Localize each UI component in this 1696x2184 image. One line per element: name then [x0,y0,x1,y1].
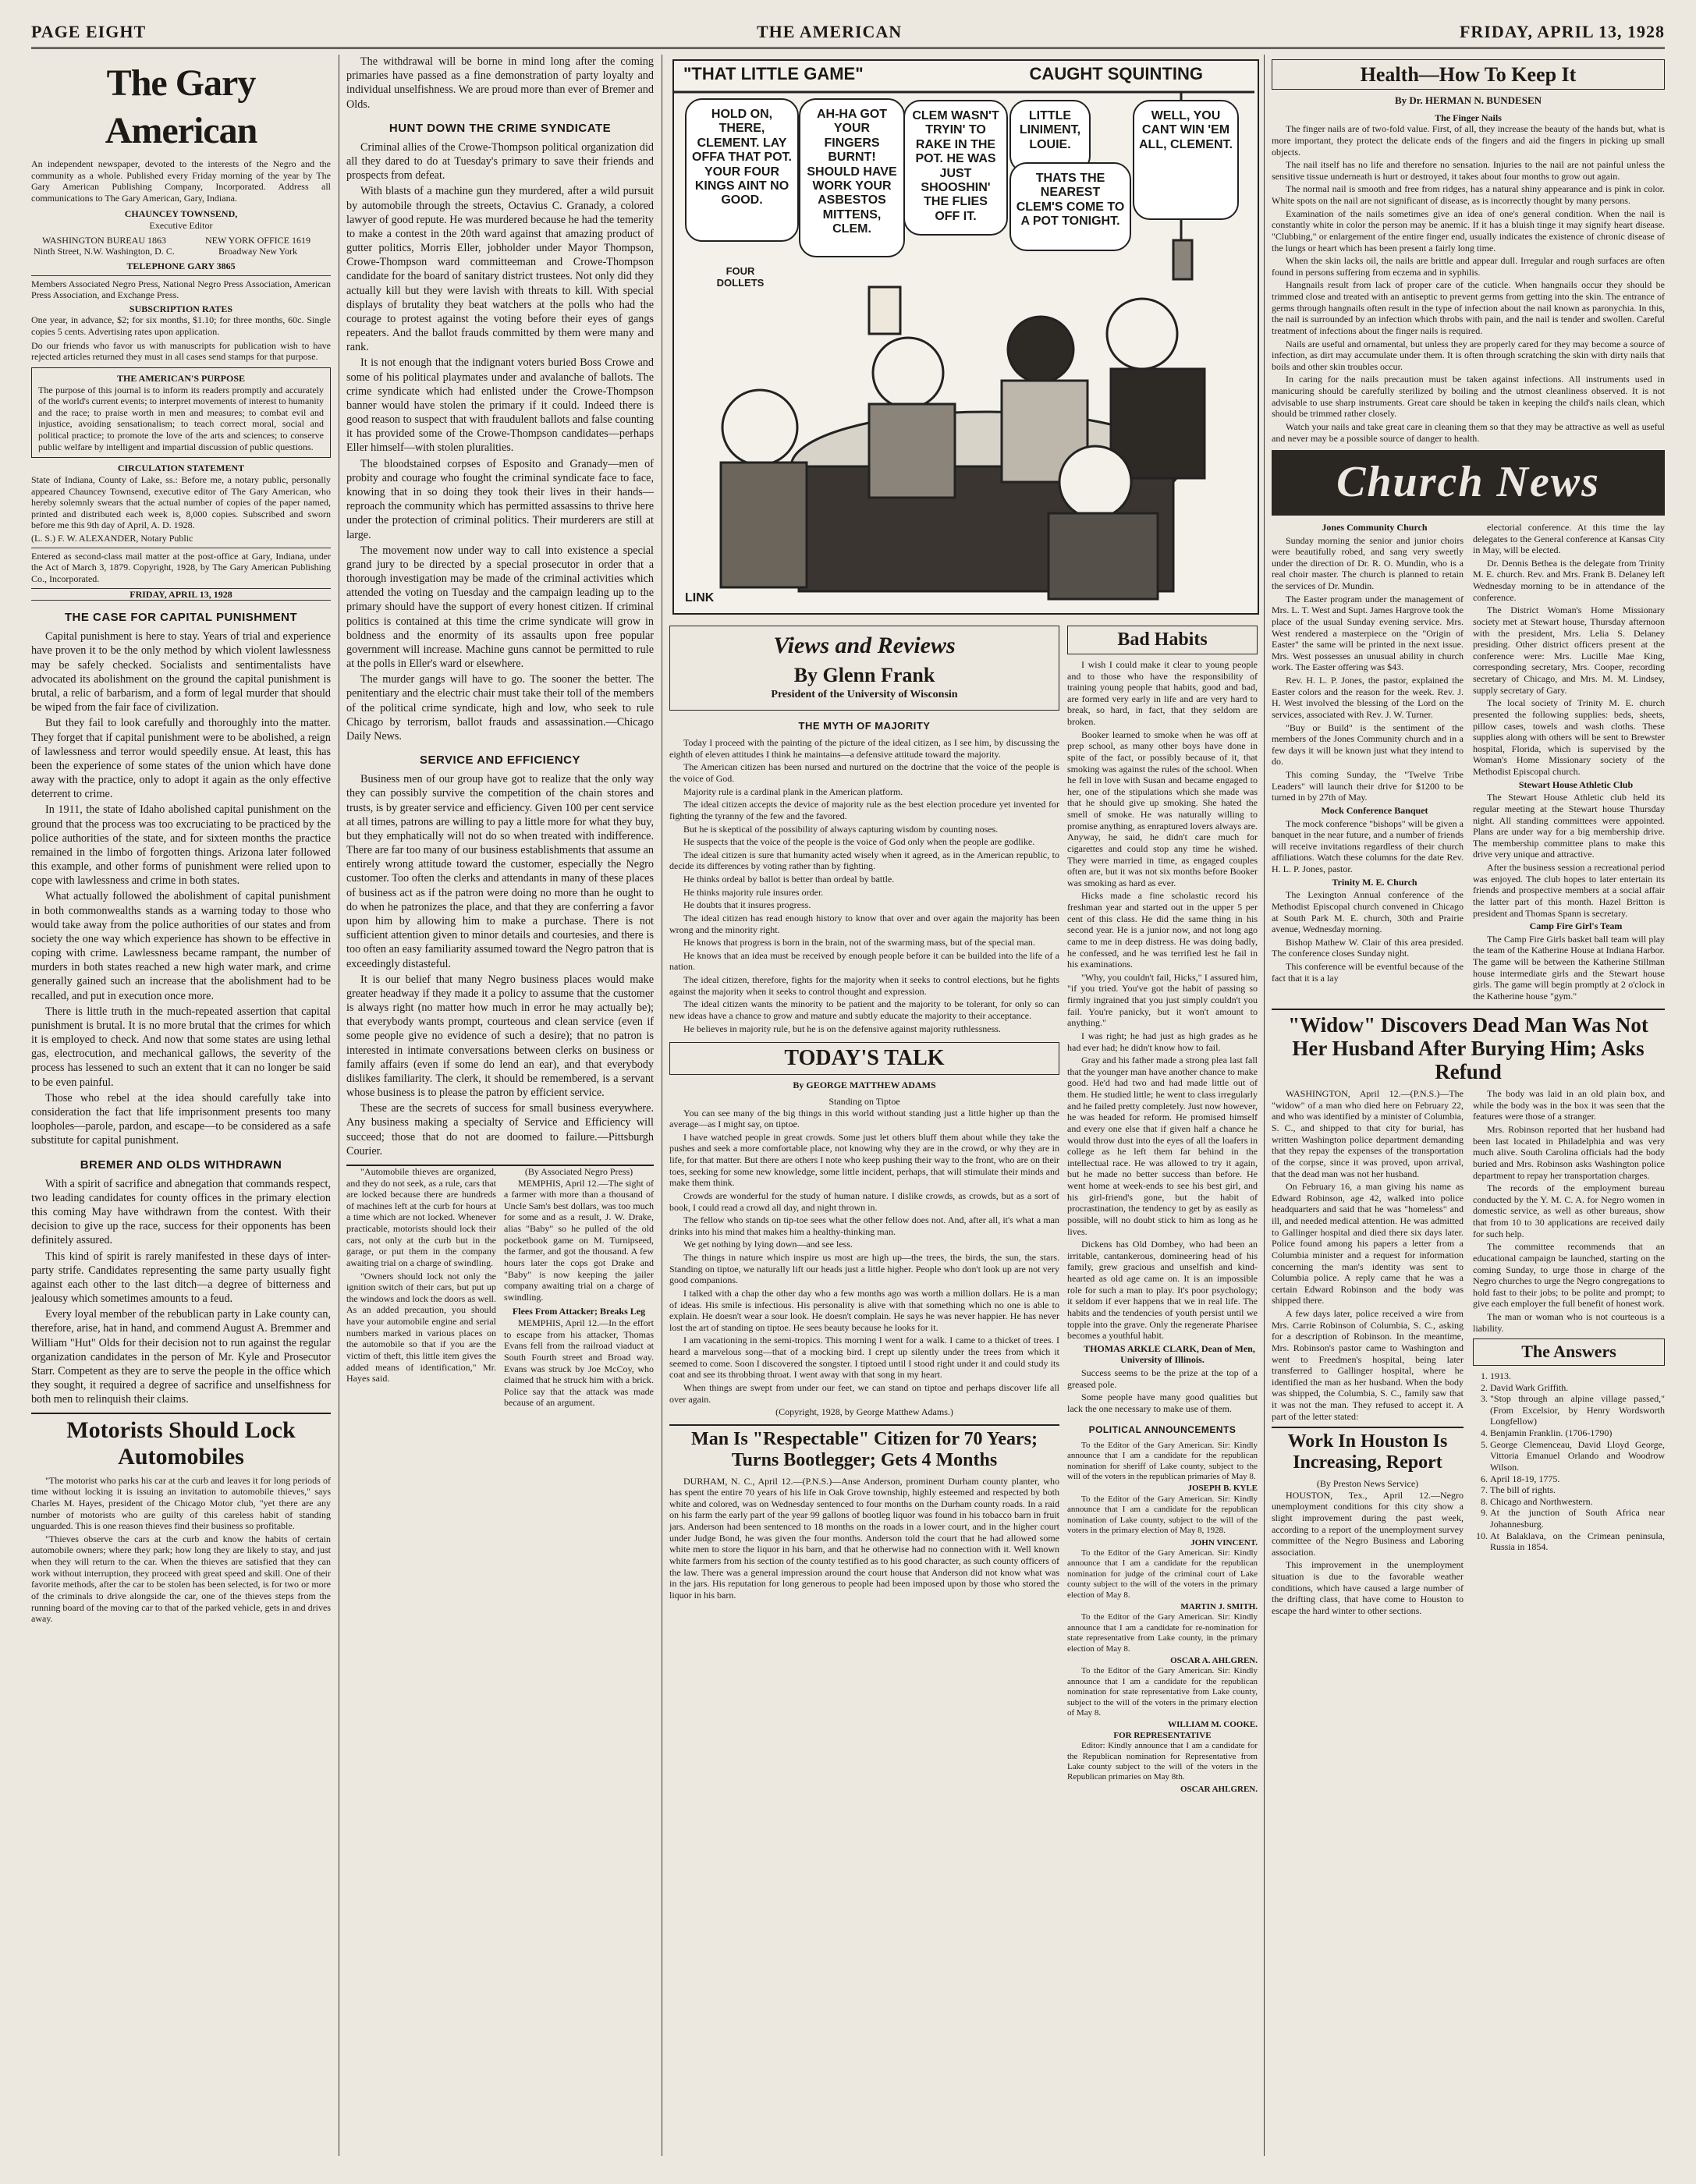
column-editorial-left [31,55,331,2156]
bremer-head: BREMER AND OLDS WITHDRAWN [80,1158,282,1172]
editor-name: CHAUNCEY TOWNSEND, [124,208,238,220]
views-para: Majority rule is a cardinal plank in the American platform. [683,785,903,797]
memphis-text: MEMPHIS, April 12.—The sight of a farmer with more than a thousand of Uncle Sam's best dollars, was too much for some and as a result, J. W. Drake, alias "Baby" so he pulled of the old pocketbook game on M. Turnipseed, the farmer, and got the thousand. A few hours later the cops got Drake and "Baby" is now keeping the jailer company awaiting trial on a charge of swindling. [504,1177,654,1303]
views-para: Today I proceed with the painting of the picture of the ideal citizen, as I see him, by discussing the eighth of eleven attitudes I think he maintains—a defensive attitude toward the majority. [669,737,1059,760]
views-para: The ideal citizen wants the minority to be patient and the majority to be tolerant, for only so can new ideas have a chance to grow and mature and subtly educate the majority to their acceptance. [669,998,1059,1021]
answer-item: 6. April 18-19, 1775. [1490,1473,1665,1485]
editor-title: Executive Editor [149,220,213,231]
speech-bubble: LITTLE LINIMENT, LOUIE. [1009,100,1091,173]
bad-habits-para: Some people have many good qualities but lack the one necessary to make use of them. [1067,1392,1258,1414]
announcement-text: To the Editor of the Gary American. Sir: Kindly announce that I am a candidate for the republican nomination for sheriff of Lake county, subject to the will of the voters in the republican primaries of May 8. [1067,1440,1258,1482]
cartoon-label: FOUR DOLLETS [716,265,765,289]
houston-credit: (By Preston News Service) [1316,1478,1419,1490]
health-para: Watch your nails and take great care in cleaning them so that they may be attractive as well as useful and never may be a possible source of danger to health. [1272,420,1665,444]
views-para: The ideal citizen, therefore, fights for the majority when it seeks to control elections, but he fights against the majority when it seeks to control thought and expression. [669,974,1059,997]
todays-talk-para: You can see many of the big things in this world without standing just a little higher up than the average—as I might say, on tiptoe. [669,1107,1059,1130]
announcement-name: WILLIAM M. COOKE. [1168,1720,1258,1730]
views-subhead: THE MYTH OF MAJORITY [798,719,931,732]
houston-para: The committee recommends that an educational campaign be launched, starting on the coming Sunday, to urge those in charge of the Negro churches to urge the Negro congregations to hold fast to their jobs; to be polite and prompt; to give each employer the full benefit of honest work. [1473,1241,1665,1310]
church-subhead: Mock Conference Banquet [1321,804,1428,816]
editorial-cartoon [672,59,1259,615]
paper-name: THE AMERICAN [757,22,903,41]
answer-item: 9. At the junction of South Africa near Johannesburg. [1490,1507,1665,1530]
health-para: The nail itself has no life and therefore no sensation. Injuries to the nail are not painful unless the sensitive tissue underneath is hurt or destroyed, it takes about four months to grow out again. [1272,159,1665,182]
respectable-head: Man Is "Respectable" Citizen for 70 Years; Turns Bootlegger; Gets 4 Months [691,1428,1038,1470]
capital-punishment-para: There is little truth in the much-repeated assertion that capital punishment is brutal. It is no more brutal that the crimes for which it is employed to check. And now that some states are using lethal gas, electrocution, and mechanical gallows, the severity of the process has lessened to such an extent that it can no longer be said to be even painful. [31,1005,331,1089]
church-para: Rev. H. L. P. Jones, the pastor, explained the Easter colors and the reason for the week. Rev. J. H. West involved the blessing of the Lord on the services, associated with Rev. J. W. Turner. [1272,675,1464,720]
health-para: The finger nails are of two-fold value. First, of all, they increase the beauty of the hands but, what is more important, they protect the delicate ends of the fingers and aid the fingers in picking up small objects. [1272,123,1665,158]
column-views [669,621,1059,2156]
motorists-para: "The motorist who parks his car at the curb and leaves it for long periods of time without locking it is issuing an invitation to automobile thieves," says Charles M. Hayes, president of the Chicago Motor club, "yet there are any number of motorists who are guilty of this careless habit of standing unguarded. This is one reason thieves find their business so profitable. [31,1474,331,1532]
capital-punishment-para: Those who rebel at the idea should carefully take into consideration the fact that life imprisonment presents too many loopholes—parole, pardon, and escape—to be considered as a safe substitute for capital punishment. [31,1091,331,1147]
health-head: Health—How To Keep It [1360,63,1577,86]
church-subhead: Stewart House Athletic Club [1518,778,1634,790]
bremer-para: With a spirit of sacrifice and abnegation that commands respect, two leading candidates for county offices in the primary election this coming May have withdrawn from the contest. With their decision to give up the race, success for their opponents has been definitely assured. [31,1177,331,1247]
todays-talk-para: When things are swept from under our feet, we can stand on tiptoe and perhaps discover life all over again. [669,1381,1059,1405]
speech-bubble: WELL, YOU CANT WIN 'EM ALL, CLEMENT. [1133,100,1239,220]
new-york-office: NEW YORK OFFICE 1619 Broadway New York [204,234,310,257]
church-para: The District Woman's Home Missionary society met at Stewart house, Thursday afternoon with the president, Mrs. Lelia S. Delaney presiding. Other district officers present at the conference were: Mrs. Lucille Mae King, corresponding secretary, Mrs. Cooper, recording secretary of Chicago, and Mrs. M. M. Lindsey, supply secretary of Gary. [1473,604,1665,696]
bad-habits-para: I was right; he had just as high grades as he had ever had; he didn't know how to fail. [1067,1030,1258,1053]
bad-habits-head: Bad Habits [1117,629,1208,650]
church-para: electorial conference. At this time the lay delegates to the General conference at Kansas City in May, will be elected. [1473,521,1665,556]
church-para: The Lexington Annual conference of the Methodist Episcopal church convened in Chicago at South Park M. E. church, 30th and Prairie avenue, Wednesday morning. [1272,889,1464,935]
views-para: He believes in majority rule, but he is on the defensive against majority ruthlessness. [683,1023,1001,1034]
service-head: SERVICE AND EFFICIENCY [419,753,581,768]
views-head: Views and Reviews [773,633,956,658]
speech-bubble: HOLD ON, THERE, CLEMENT. LAY OFFA THAT POT. YOUR FOUR KINGS AINT NO GOOD. [685,98,799,242]
purpose-head: THE AMERICAN'S PURPOSE [116,372,246,384]
column-editorial-right [346,55,654,2156]
answer-item: 7. The bill of rights. [1490,1484,1665,1496]
houston-head: Work In Houston Is Increasing, Report [1287,1431,1448,1473]
church-para: After the business session a recreational period was enjoyed. The club hopes to later entertain its friends and prospective members at a social affair the latter part of this month. Hazel Britton is president and Thomas Spann is secretary. [1473,862,1665,919]
widow-para: WASHINGTON, April 12.—(P.N.S.)—The "widow" of a man who died here on February 22, and who was identified by a minister of Columbia, S. C., and shipped to that city for burial, has written Washington police department demanding that they repay the expenses of the transportation of the corpse, since it was proved, upon arrival, that the dead man was not her husband. [1272,1088,1464,1179]
todays-talk-para: I have watched people in great crowds. Some just let others bluff them about while they take the pushes and seek a more comfortable place, not knowing why they are in the crowd, or why they are in life, for that matter. But there are others I note who keep pushing their way to the front, who are on their toes, seeking for some new knowledge, some little incident, perhaps, that will stimulate their minds and make them think. [669,1131,1059,1189]
telephone: TELEPHONE GARY 3865 [126,260,236,271]
cartoon-title: "THAT LITTLE GAME" [683,64,864,83]
page-number: PAGE EIGHT [31,22,147,41]
bad-habits-author: THOMAS ARKLE CLARK, Dean of Men, University of Illinois. [1084,1342,1255,1366]
views-subbyline: President of the University of Wisconsin [771,688,958,700]
views-para: The ideal citizen is sure that humanity acted wisely when it agreed, as in the American republic, to decide its differences by voting rather than by fighting. [669,849,1059,872]
notary-line: (L. S.) F. W. ALEXANDER, Notary Public [31,533,193,544]
widow-head: "Widow" Discovers Dead Man Was Not Her Husband After Burying Him; Asks Refund [1288,1012,1648,1083]
motorists-para: "Automobile thieves are organized, and they do not seek, as a rule, cars that are locked because there are hundreds of machines left at the curb for hours at a time which are not locked. Whenever practicable, motorists should lock their cars, not only at the curb but in the garage, or put them in the company awaiting trial on a charge of swindling. [346,1165,496,1268]
health-byline: By Dr. HERMAN N. BUNDESEN [1394,94,1542,107]
circulation-head: CIRCULATION STATEMENT [117,463,245,474]
masthead-title: The Gary American [105,62,257,152]
crime-para: With blasts of a machine gun they murdered, after a wild pursuit by automobile through the streets, Octavius C. Granady, a colored lawyer of good repute. He was murdered because he had the temerity to make a contest in the 20th ward against that amazing product of gutter politics, Morris Eller, jobholder under Mayor Thompson, Crowe-Thompson ward committeeman and Crowe-Thompson candidate for the board of sanitary district trustees. Not only did they actually kill but they were lavish with threats to kill. With special displays of brutality they beat watchers at the polls who had the courage to protest against the voting before their eyes of gangs repeaters. And the ballot frauds committed by them were many and rank. [346,185,654,354]
views-para: But he is skeptical of the possibility of always capturing wisdom by counting noses. [683,823,999,835]
column-bad-habits [1067,621,1258,2156]
circulation-text: State of Indiana, County of Lake, ss.: Before me, a notary public, personally appeared Chauncey Townsend, executive editor of The Gary American, who hereby solemnly swears that the actual number of copies of the paper named, printed and distributed each week is, 8,000 copies. Subscribed and sworn before me this 9th day of April, A. D. 1928. [31,473,331,531]
widow-para: The body was laid in an old plain box, and while the body was in the box it was seen that the features were those of a stranger. [1473,1088,1665,1122]
todays-talk-subhead: Standing on Tiptoe [828,1095,900,1107]
church-subhead: Trinity M. E. Church [1332,876,1417,888]
representative-head: FOR REPRESENTATIVE [1113,1730,1212,1740]
capital-punishment-para: But they fail to look carefully and thoroughly into the matter. They forget that if capital punishment were to be abolished, a reign of lawlessness and terror would speedily ensue. At least, this has been the experience of some states of the union which have done away with the practice, only to adopt it again as the only effective deterrent to crime. [31,717,331,801]
crime-para: The murder gangs will have to go. The sooner the better. The penitentiary and the electric chair must take their toll of the members of the political crime syndicate, high and low, who seek to rule Chicago by terrorism, ballot frauds and assassination.—Chicago Daily News. [346,673,654,743]
representative-name: OSCAR AHLGREN. [1180,1784,1258,1794]
houston-para: The records of the employment bureau conducted by the Y. M. C. A. for Negro women in domestic service, as well as other bureaus, show that from 10 to 30 applications are received daily for such help. [1473,1182,1665,1239]
health-subhead: The Finger Nails [1435,112,1502,123]
answer-item: 10. At Balaklava, on the Crimean peninsula, Russia in 1854. [1490,1530,1665,1553]
cartoon-subtitle: CAUGHT SQUINTING [1029,64,1203,83]
speech-bubble: AH-HA GOT YOUR FINGERS BURNT! SHOULD HAVE WORK YOUR ASBESTOS MITTENS, CLEM. [799,98,905,257]
capital-punishment-head: THE CASE FOR CAPITAL PUNISHMENT [64,611,298,625]
church-news-banner: Church News [1272,450,1665,516]
todays-talk-para: The fellow who stands on tip-toe sees what the other fellow does not. And, after all, it's what a man drinks into his mind that makes him a healthy-thinking man. [669,1214,1059,1237]
washington-bureau: WASHINGTON BUREAU 1863 Ninth Street, N.W. Washington, D. C. [34,234,175,257]
bremer-para: The withdrawal will be borne in mind long after the coming primaries have passed as a fine demonstration of party loyalty and individual unselfishness. We are proud more than ever of Bremer and Olds. [346,55,654,111]
church-para: The Stewart House Athletic club held its regular meeting at the Stewart house Thursday night. All standing committees were appointed. Plans are under way for a big membership drive. The membership committee plans to make this drive very unique and attractive. [1473,792,1665,860]
announcement-name: JOHN VINCENT. [1190,1537,1258,1548]
views-para: He thinks majority rule insures order. [683,886,824,898]
health-para: In caring for the nails precaution must be taken against infections. All instruments used in manicuring should be carefully sterilized by boiling and the utmost cleanliness observed. It is not advisable to use sharp instruments. Great care should be taken in keeping the child's nails clean, which should be trimmed rather closely. [1272,374,1665,420]
answers-head: The Answers [1521,1342,1616,1362]
todays-talk-para: I talked with a chap the other day who a few months ago was worth a million dollars. He is a man of ideas. His smile is infectious. His personality is alive with that something which no one is able to explain. He doesn't wear a sour look. He doesn't complain. He says he was never happier. He has never lost the art of standing on tiptoe. He sees beauty because he looks for it. [669,1287,1059,1333]
motorists-head: Motorists Should Lock Automobiles [66,1417,296,1470]
issue-date: FRIDAY, APRIL 13, 1928 [1459,22,1665,41]
bad-habits-para: I wish I could make it clear to young people and to those who have the responsibility of training young people that habits, good and bad, are formed very early in life and are very hard to break, so hard, in fact, that they seldom are broken. [1067,658,1258,727]
answer-item: 3. "Stop through an alpine village passed," (From Excelsior, by Henry Wordsworth Longfellow) [1490,1393,1665,1427]
views-para: The ideal citizen accepts the device of majority rule as the best election procedure yet invented for fighting the tyranny of the few and the favored. [669,799,1059,821]
capital-punishment-para: In 1911, the state of Idaho abolished capital punishment on the ground that the process was too excruciating to be practiced by the police authorities of the state, and for sixteen months the practice remained in the limbo of forgotten things. Arizona later followed this example, and other forms of punishment were relied upon to cope with lawlessness and crime in both states. [31,803,331,888]
announcement-text: To the Editor of the Gary American. Sir: Kindly announce that I am a candidate for re-nomination for state representative from Lake county, in the primary election of May 8. [1067,1612,1258,1654]
church-para: The Easter program under the management of Mrs. L. T. West and Supt. James Hargrove took the place of the usual Sunday evening service. Mrs. West rendered a masterpiece on the "Origin of Easter" the same will be printed in the next issue. Mrs. West possesses an unusual ability in church work. The Easter offering was $43. [1272,593,1464,673]
church-para: The Camp Fire Girls basket ball team will play the team of the Katherine House at Indiana Harbor. The game will be between the Katherine Stillman house intermediate girls and the Stewart house girls. The game will begin promptly at 2 o'clock in the Katherine house "gym." [1473,933,1665,1002]
announcement-text: To the Editor of the Gary American. Sir: Kindly announce that I am a candidate for the republican nomination for judge of the criminal court of Lake county subject to the will of the voters in the primary election of May 8. [1067,1548,1258,1600]
column-right [1272,55,1665,2156]
views-para: He knows that an idea must be received by enough people before it can be builded into the life of a nation. [669,949,1059,973]
announcement-name: MARTIN J. SMITH. [1180,1601,1258,1611]
bremer-para: This kind of spirit is rarely manifested in these days of inter-party strife. Candidates representing the same party usually fight against each other to the last ditch—a degree of bitterness and jealousy which sometimes amounts to a feud. [31,1250,331,1306]
capital-punishment-para: What actually followed the abolishment of capital punishment in both commonwealths stands as a warning today to those who would take away from the police authorities of our states and from society the one way which experience has shown to be effective in coping with crime. Lawlessness became rampant, the number of murders in both states reached a new high water mark, and crime generally gained such an increase that the abolishment had to be recalled, and put in execution once more. [31,890,331,1002]
bad-habits-para: "Why, you couldn't fail, Hicks," I assured him, "if you tried. You've got the habit of passing so firmly ingrained that you just simply couldn't you fail. You're panicky, but it won't amount to anything." [1067,971,1258,1029]
crime-para: It is not enough that the indignant voters buried Boss Crowe and some of his political playmates under and avalanche of ballots. The crime syndicate which had enlisted under the Crowe-Thompson banner would have stolen the primary if it could. Indeed there is good reason to suspect that with fraudulent ballots and false counting it has provided some of the Crowe-Thompson candidates—perhaps Eller himself—with stolen pluralities. [346,356,654,455]
health-para: The normal nail is smooth and free from ridges, has a natural shiny appearance and is pink in color. White spots on the nail are not significant of disease, as is incorrectly thought by many persons. [1272,183,1665,207]
speech-bubble: THATS THE NEAREST CLEM'S COME TO A POT TONIGHT. [1009,162,1131,251]
church-para: Dr. Dennis Bethea is the delegate from Trinity M. E. church. Rev. and Mrs. Frank B. Delaney left Wednesday morning to be in attendance of the conference. [1473,557,1665,603]
houston-para: HOUSTON, Tex., April 12.—Negro unemployment conditions for this city show a slight improvement during the past week, according to a report of the unemployment survey committee of the Negro Business and Laboring association. [1272,1489,1464,1558]
church-subhead: Camp Fire Girl's Team [1529,920,1623,932]
manuscripts-note: Do our friends who favor us with manuscripts for publication wish to have rejected articles returned they must in all cases send stamps for that purpose. [31,339,331,363]
todays-talk-para: The things in nature which inspire us most are high up—the trees, the birds, the sun, the stars. Standing on tiptoe, we naturally lift our heads just a little higher. People who don't look up are not very good companions. [669,1252,1059,1286]
running-head [31,19,1665,49]
service-para: These are the secrets of success for small business everywhere. Any business making a specialty of Service and Efficiency will succeed; those that do not are doomed to failure.—Pittsburgh Courier. [346,1102,654,1158]
todays-talk-para: I am vacationing in the semi-tropics. This morning I went for a walk. I came to a thicket of trees. I heard a marvelous song—that of a mocking bird. I crept up silently under the trees from which it seemed to come. Soon I discovered the songster. I tiptoed until I stood right under it and could study its coat and see its throbbing throat. I went away with that song in my heart. [669,1335,1059,1381]
capital-punishment-para: Capital punishment is here to stay. Years of trial and experience have proven it to be the only method by which violent lawlessness may be safely checked. Socialists and sentimentalists have advocated its abolishment on the ground the capital punishment is brutal, a relic of barbarism, and a form of legal murder that should be wiped from the fair face of civilization. [31,630,331,714]
houston-para: The man or woman who is not courteous is a liability. [1473,1311,1665,1334]
answer-item: 1. 1913. [1490,1370,1665,1382]
bad-habits-para: Booker learned to smoke when he was off at prep school, as many other boys have done in spite of the fact, or possibly because of it, that smoking was against the rules of the school. When he fell in love with Susan and became engaged to her, one of the stipulations which she made was that he should give up smoking. She hated the smell of smoke. He was naturally willing to promise anything, as enraptured lovers always are. Anyway, he said, he didn't care much for cigarettes and could stop any time he wished. They were married in time, as engaged couples often are, but it was not six months before Booker was smoking as hard as ever. [1067,729,1258,888]
political-announcements-head: POLITICAL ANNOUNCEMENTS [1088,1424,1237,1435]
widow-para: A few days later, police received a wire from Mrs. Carrie Robinson of Columbia, S. C., asking for a description of Robinson. In the meantime, Mrs. Robinson's pastor came to Washington and went to Freedmen's hospital, being later transferred to Gallinger hospital, where he identified the man as her husband. When the body was shipped, the Columbia, S. C., family saw that it was not the man. They refused to accept it. A part of the letter stated: [1272,1308,1464,1422]
houston-para: This improvement in the unemployment situation is due to the favorable weather conditions, which have caused a large number of the drifting class, that have come to Houston to escape the hard winter to other sections. [1272,1559,1464,1616]
health-para: Examination of the nails sometimes give an idea of one's general condition. When the nail is constantly white in color the person may be anemic. If it has a bluish tinge it may signify heart disease. "Clubbing," or enlargement of the entire finger end, usually indicates the existence of chronic disease of the lungs or heart which has been present a fairly long time. [1272,207,1665,254]
church-para: Sunday morning the senior and junior choirs were beautifully robed, and sang very sweetly under the direction of Dr. R. O. Mundin, who is a real choir master. The church is planned to retain the services of Dr. Mundin. [1272,534,1464,592]
views-byline: By Glenn Frank [793,663,935,686]
health-para: Hangnails result from lack of proper care of the cuticle. When hangnails occur they should be trimmed close and treated with an antiseptic to prevent germs from getting into the skin. The entrance of germs through hangnails often result in the type of infection about the nail known as paronychia. In this, the nail is surrounded by an infection which throbs with pain, and the nail is tender and swollen. Careful treatment of infections about the finger nails is required. [1272,279,1665,336]
todays-talk-head: TODAY'S TALK [784,1046,945,1071]
crime-para: The bloodstained corpses of Esposito and Granady—men of probity and courage who fought the criminal syndicate face to face, knowing that in so doing they took their lives in their hands—reproach the community which has permitted assassins to thrive here under the protection of criminal politics. Their murderers are still at large. [346,457,654,541]
memphis-credit: (By Associated Negro Press) [524,1165,633,1177]
masthead-blurb: An independent newspaper, devoted to the interests of the Negro and the community as a whole. Published every Friday morning of the year by The Gary American Publishing Company, Incorporated. Address all communications to The Gary American, Gary, Indiana. [31,158,331,204]
announcement-text: To the Editor of the Gary American. Sir: Kindly announce that I am a candidate for the republican nomination for state representative from Lake county, subject to the will of the voters in the primary election of May 8. [1067,1666,1258,1718]
crime-syndicate-head: HUNT DOWN THE CRIME SYNDICATE [389,121,612,135]
subscription-rates: One year, in advance, $2; for six months, $1.10; for three months, 60c. Single copies 5 cents. Advertising rates upon application. [31,314,331,337]
church-para: The mock conference "bishops" will be given a banquet in the near future, and a number of friends will receive invitations regardless of their church affiliations. Watch these columns for the date Rev. H. L. P. Jones, pastor. [1272,817,1464,875]
health-para: When the skin lacks oil, the nails are brittle and appear dull. Irregular and rough surfaces are often found in persons suffering from eczema and in syphilis. [1272,255,1665,278]
speech-bubble: CLEM WASN'T TRYIN' TO RAKE IN THE POT. HE WAS JUST SHOOSHIN' THE FLIES OFF IT. [903,100,1008,236]
announcement-name: OSCAR A. AHLGREN. [1170,1655,1258,1665]
flees-head: Flees From Attacker; Breaks Leg [512,1306,646,1317]
views-para: The ideal citizen has read enough history to know that over and over again the majority has been wrong and the minority right. [669,912,1059,935]
church-para: This coming Sunday, the "Twelve Tribe Leaders" will launch their drive for $1200 to be turned in by 27th of May. [1272,769,1464,803]
respectable-text: DURHAM, N. C., April 12.—(P.N.S.)—Anse Anderson, prominent Durham county planter, who has spent the entire 70 years of his life in Oak Grove township, highly esteemed and respected by both white and colored, was on Wednesday sentenced to four months on the Durham county roads. In a raid on his farm the early part of the year 99 gallons of bootleg liquor was found in his tobacco barn in fruit jars. Anderson had been sentenced to 18 months on the roads in a lower court, and in the higher court under Judge Bond, he was given the four months. Anderson told the court that he had allowed some white men to store the liquor in his barn, and that he otherwise had no connection with it. Well known white farmers from his section of the county testified as to his good character, as such county officers of the law. There was a general impression around the court house that Anderson did not know what was in the jars. His reputation for long generous to people had been imposed upon by those who stored the liquor in his barn. [669,1475,1059,1601]
editorial-dateline: FRIDAY, APRIL 13, 1928 [31,588,331,601]
service-para: Business men of our group have got to realize that the only way they can possibly survive the competition of the chain stores and trusts, is by greater service and efficiency. Given 100 per cent service at all times, patrons are willing to pay a little more for what they buy, but they emphatically will not do so when treated with indifference. There are far too many of our business establishments that assume an entirely wrong attitude toward the customer, especially the Negro customer. Too often the clerks and attendants in many of these places of business act as if the patron were doing no more than he ought to do when he patronizes the place, and that they are conferring a favor upon him by allowing him to make a purchase. There is not sufficient attention given to minor details and courtesies, and there is too often an easy familiarity assumed toward the Negro patron that is exceedingly distasteful. [346,773,654,970]
church-para: The local society of Trinity M. E. church presented the following supplies: beds, sheets, pillow cases, towels and wash cloths. These supplies along with others will be sent to Brewster hospital, Florida, which is supervised by the Woman's Home Missionary society of the Methodist Episcopal church. [1473,697,1665,778]
views-para: The American citizen has been nursed and nurtured on the doctrine that the voice of the people is the voice of God. [669,761,1059,785]
bad-habits-para: Hicks made a fine scholastic record his freshman year and started out in the upper 5 per cent of this class. He did the same thing in his second year. He is a junior now, and not long ago came to me in deep distress. He was doing badly, he confessed, and he was terrified lest he fail in his examinations. [1067,890,1258,970]
widow-para: On February 16, a man giving his name as Edward Robinson, age 42, walked into police headquarters and said that he was "homeless" and ill, and needed medical attention. He was admitted to Gallinger hospital and died there six days later. Police found among his papers a letter from a Columbia minister and a request for information concerning the man's identity was sent to Columbia police. A reply came that he was a certain Edward Robinson and the body was shipped there. [1272,1181,1464,1306]
church-para: This conference will be eventful because of the fact that it is a lay [1272,961,1464,984]
bad-habits-para: Dickens has Old Dombey, who had been an irritable, cantankerous, domineering head of his family, grew gracious and unselfish and kind-hearted as old age came on. It is an impossible role for such a man to play. It's poor psychology; it seldom if ever happens that we in real life. The habits and the tendencies of youth persist until we topple into the grave. Only the regenerate Pharisee becomes a youthful habit. [1067,1239,1258,1342]
bad-habits-para: Success seems to be the prize at the top of a greased pole. [1067,1367,1258,1390]
widow-para: Mrs. Robinson reported that her husband had been last located in Philadelphia and was very much alive. South Carolina officials had the body buried and Mrs. Robinson asks Washington police department to repay her transportation charges. [1473,1124,1665,1181]
purpose-text: The purpose of this journal is to inform its readers promptly and accurately of the world's current events; to interpret movements of interest to humanity and the race; to praise worth in men and measures; to combat evil and injustice, avoiding sensationalism; to teach correct moral, social and political practice; to promote the love of the arts and sciences; to conserve public welfare by intelligent and impartial discussion of public questions. [38,384,324,452]
answer-item: 2. David Wark Griffith. [1490,1382,1665,1394]
health-para: Nails are useful and ornamental, but unless they are properly cared for they may become a source of infection, as dirt may accumulate under them. It is often through scratching the skin with dirty nails that boils and other skin troubles occur. [1272,338,1665,372]
service-para: It is our belief that many Negro business places would make greater headway if they made it a policy to assume that the customer is always right (no matter how much in error he may actually be); that everybody wants prompt, courteous and clean service (even if some people give no evidence of such a desire); that no patron is interested in intimate conversations between clerks on business or family affairs (even if some do lend an ear), and that everybody dislikes familiarity. The clerk, it should be remembered, is a servant whose business is to please the patron by efficient service. [346,973,654,1100]
views-para: He doubts that it insures progress. [683,899,811,911]
subscription-head: SUBSCRIPTION RATES [129,303,233,314]
representative-text: Editor: Kindly announce that I am a candidate for the Republican nomination for Representative from Lake county subject to the will of the voters in the Republican primaries on May 8th. [1067,1741,1258,1782]
flees-text: MEMPHIS, April 12.—In the effort to escape from his attacker, Thomas Evans fell from the railroad viaduct at South Fourth street and Broad way. Evans was struck by Joe McCoy, who claimed that he struck him with a brick. Police say that the attack was made because of an argument. [504,1317,654,1409]
crime-para: Criminal allies of the Crowe-Thompson political organization did all they dared to do at Tuesday's primary to save their friends and prospects from defeat. [346,140,654,183]
cartoonist-signature: LINK [685,591,715,604]
bad-habits-para: Gray and his father made a strong plea last fall that the younger man have another chance to make good. He'd had two and had made little out of them. He studied little; he went to class irregularly and he failed pretty completely. Just now however, he was headed for reform. He promised himself and every one else that if given half a chance he would throw dust into the eyes of all the loafers in college as he left them far behind in the intellectual race. He was allowed to try it again, but he made no better success than before. He went home at week-ends to see his best girl, and his girl-friend's gone, but the habit of procrastination, the tendency to get by as easily as possible, will no doubt stick to him as long as he lives. [1067,1055,1258,1237]
crime-para: The movement now under way to call into existence a special grand jury to be directed by a special prosecutor in order that a thorough investigation may be made of the criminal activities which attended the voting on Tuesday and the campaign leading up to the primary should have the support of every honest citizen. If criminal politics is contained at this time the crime syndicate will grow in boldness and the enormity of its assaults upon free popular government will increase. Machine guns cannot be permitted to rule at the polls in Eller's ward or elsewhere. [346,544,654,671]
todays-talk-para: We get nothing by lying down—and see less. [683,1239,853,1250]
views-para: He suspects that the voice of the people is the voice of God only when the people are godlike. [683,836,1035,848]
church-para: Bishop Mathew W. Clair of this area presided. The conference closes Sunday night. [1272,936,1464,959]
todays-talk-copyright: (Copyright, 1928, by George Matthew Adams.) [775,1406,953,1418]
answer-item: 5. George Clemenceau, David Lloyd George, Vittoria Emanuel Orlando and Woodrow Wilson. [1490,1439,1665,1473]
motorists-para: "Thieves observe the cars at the curb and know the habits of certain automobile owners; where they park; how long they are likely to stay, and just when they will return to the car. When the thieves are satisfied that they can work without interruption, they proceed with great speed and skill. One of their favorite methods, after the car to be stolen has been selected, is for two or more of the criminals to drive alongside the car, one of the thieves steps from the running board of the moving car to that of the parked vehicle, gets in and drives away. [31,1533,331,1625]
church-subhead: Jones Community Church [1322,521,1428,533]
todays-talk-para: Crowds are wonderful for the study of human nature. I dislike crowds, as crowds, but as a sort of book, I could read a crowd all day, and night thrown in. [669,1190,1059,1213]
todays-talk-byline: By GEORGE MATTHEW ADAMS [793,1079,936,1090]
announcement-name: JOSEPH B. KYLE [1187,1484,1258,1494]
members-line: Members Associated Negro Press, National Negro Press Association, American Press Association, and Exchange Press. [31,275,331,301]
answer-item: 8. Chicago and Northwestern. [1490,1496,1665,1508]
church-para: "Buy or Build" is the sentiment of the members of the Jones Community church and in a few days it will be known just what they intend to do. [1272,722,1464,768]
bremer-para: Every loyal member of the rebublican party in Lake county can, therefore, arise, hat in hand, and commend August A. Bremmer and William "Hut" Olds for their decision not to run against the regular organization candidates in the person of Mr. Kyle and Prosecutor Starr. Competent as they are to serve the people in the office which they sought, it required a degree of sacrifice and unselfishness for both men to relinquish their claims. [31,1308,331,1406]
announcement-text: To the Editor of the Gary American. Sir: Kindly announce that I am a candidate for the republican nomination of Lake county, subject to the will of the voters in the primary election of May 8, 1928. [1067,1494,1258,1536]
entered-note: Entered as second-class mail matter at the post-office at Gary, Indiana, under the Act of March 3, 1879. Copyright, 1928, by The Gary American Publishing Co., Incorporated. [31,548,331,585]
views-para: He thinks ordeal by ballot is better than ordeal by battle. [683,874,895,885]
views-para: He knows that progress is born in the brain, not of the swarming mass, but of the special man. [683,937,1035,948]
motorists-para: "Owners should lock not only the ignition switch of their cars, but put up the windows and lock the doors as well. As an added precaution, you should have your automobile engine and serial numbers marked in various places on the automobile so that if you are the victim of theft, this little item gives the added means of identification," Mr. Hayes said. [346,1270,496,1384]
answer-item: 4. Benjamin Franklin. (1706-1790) [1490,1427,1665,1439]
